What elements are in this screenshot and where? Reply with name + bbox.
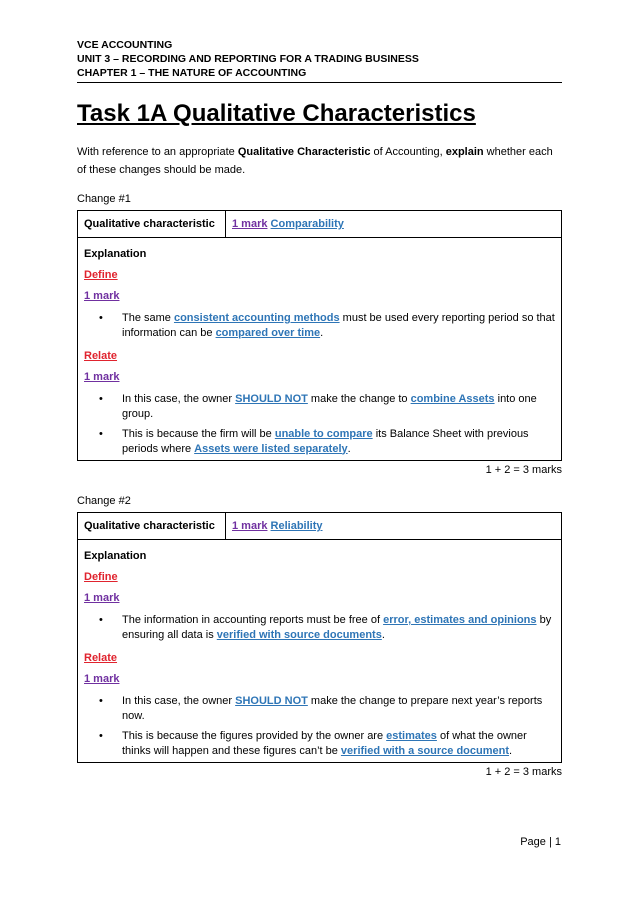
qc-answer	[226, 211, 350, 237]
define-list	[84, 311, 555, 340]
qc-row	[78, 513, 561, 540]
intro-post: whether each of these changes should be made.	[77, 146, 553, 176]
define-mark: 1 mark	[84, 290, 120, 302]
qc-answer	[226, 513, 329, 539]
qc-mark: 1 mark	[232, 520, 268, 532]
relate-list	[84, 694, 555, 758]
list-item: • The information in accounting reports must be free of error, estimates and opinions by ensuring all data is verified with source documents.	[99, 614, 552, 641]
header-divider	[77, 82, 562, 83]
intro-mid: of Accounting,	[370, 146, 446, 158]
qc-value: Reliability	[270, 520, 323, 532]
explanation-cell	[78, 238, 561, 460]
change-2-total: 1 + 2 = 3 marks	[485, 766, 562, 778]
explanation-cell	[78, 540, 561, 762]
header-line-2: UNIT 3 – RECORDING AND REPORTING FOR A TRADING BUSINESS	[77, 53, 419, 65]
qc-label: Qualitative characteristic	[78, 513, 226, 539]
list-item: • This is because the firm will be unable to compare its Balance Sheet with previous periods where Assets were listed separately.	[99, 428, 529, 455]
change-1-total: 1 + 2 = 3 marks	[485, 464, 562, 476]
intro-bold-1: Qualitative Characteristic	[237, 146, 371, 158]
page-title: Task 1A Qualitative Characteristics	[77, 100, 476, 127]
relate-mark: 1 mark	[84, 673, 120, 685]
change-1-label: Change #1	[77, 193, 131, 205]
explanation-heading: Explanation	[84, 248, 147, 260]
change-2-table	[77, 512, 562, 763]
list-item: • In this case, the owner SHOULD NOT make the change to prepare next year’s reports now.	[99, 695, 543, 722]
change-1-table	[77, 210, 562, 461]
define-heading: Define	[84, 269, 118, 281]
list-item: • This is because the figures provided by the owner are estimates of what the owner thinks will happen and these figures can’t be verified with a source document.	[99, 730, 527, 757]
intro-pre: With reference to an appropriate	[77, 146, 238, 158]
qc-label: Qualitative characteristic	[78, 211, 226, 237]
relate-mark: 1 mark	[84, 371, 120, 383]
header-line-1: VCE ACCOUNTING	[77, 39, 173, 51]
list-item: • In this case, the owner SHOULD NOT make the change to combine Assets into one group.	[99, 393, 537, 420]
define-list	[84, 613, 555, 642]
qc-row	[78, 211, 561, 238]
relate-list	[84, 392, 555, 456]
intro-text	[77, 143, 562, 179]
qc-value: Comparability	[270, 218, 344, 230]
qc-mark: 1 mark	[232, 218, 268, 230]
relate-heading: Relate	[84, 350, 118, 362]
explanation-heading: Explanation	[84, 550, 147, 562]
header-line-3: CHAPTER 1 – THE NATURE OF ACCOUNTING	[77, 67, 307, 79]
page-number: Page | 1	[520, 836, 561, 848]
list-item: • The same consistent accounting methods must be used every reporting period so that information can be compared over time.	[99, 312, 555, 339]
define-heading: Define	[84, 571, 118, 583]
define-mark: 1 mark	[84, 592, 120, 604]
document-page	[77, 38, 562, 781]
intro-bold-2: explain	[445, 146, 484, 158]
change-2-label: Change #2	[77, 495, 131, 507]
relate-heading: Relate	[84, 652, 118, 664]
